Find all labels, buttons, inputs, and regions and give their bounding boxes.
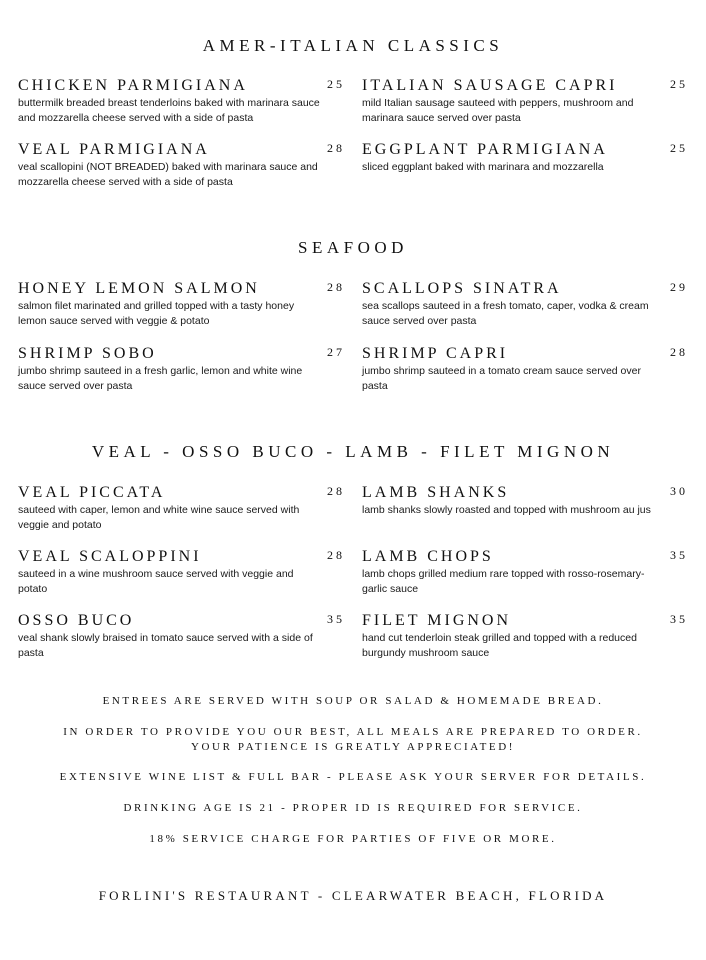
menu-item-honey-lemon-salmon bbox=[18, 278, 345, 328]
item-price: 28 bbox=[327, 484, 345, 498]
item-price: 28 bbox=[327, 280, 345, 294]
item-price: 35 bbox=[670, 612, 688, 626]
item-name: OSSO BUCO bbox=[18, 612, 135, 629]
menu-item-veal-scaloppini bbox=[18, 546, 345, 596]
item-name: FILET MIGNON bbox=[362, 612, 512, 629]
menu-item-shrimp-sobo bbox=[18, 343, 345, 393]
item-price: 27 bbox=[327, 345, 345, 359]
menu-item-lamb-shanks bbox=[362, 482, 688, 518]
item-name: VEAL PICCATA bbox=[18, 484, 166, 501]
note-patience: YOUR PATIENCE IS GREATLY APPRECIATED! bbox=[190, 741, 516, 753]
item-price: 30 bbox=[670, 484, 688, 498]
menu-item-osso-buco bbox=[18, 610, 345, 660]
item-price: 35 bbox=[670, 548, 688, 562]
item-description: mild Italian sausage sauteed with peppers, mushroom and marinara sauce served over pasta bbox=[362, 97, 634, 124]
note-entrees: ENTREES ARE SERVED WITH SOUP OR SALAD & HOMEMADE BREAD. bbox=[102, 695, 604, 707]
item-description: jumbo shrimp sauteed in a fresh garlic, lemon and white wine sauce served over pasta bbox=[18, 365, 303, 392]
item-name: LAMB SHANKS bbox=[362, 484, 510, 501]
menu-item-chicken-parmigiana bbox=[18, 75, 345, 125]
item-price: 28 bbox=[327, 548, 345, 562]
item-name: VEAL PARMIGIANA bbox=[18, 141, 210, 158]
section-title-veal-lamb-filet: VEAL - OSSO BUCO - LAMB - FILET MIGNON bbox=[91, 442, 615, 461]
item-description: jumbo shrimp sauteed in a tomato cream sauce served over pasta bbox=[362, 365, 641, 392]
note-drinking-age: DRINKING AGE IS 21 - PROPER ID IS REQUIRED FOR SERVICE. bbox=[123, 802, 583, 814]
item-price: 25 bbox=[670, 141, 688, 155]
menu-item-lamb-chops bbox=[362, 546, 688, 596]
section-title-amer-italian-classics: AMER-ITALIAN CLASSICS bbox=[202, 36, 504, 55]
item-price: 25 bbox=[670, 77, 688, 91]
item-price: 28 bbox=[327, 141, 345, 155]
item-name: ITALIAN SAUSAGE CAPRI bbox=[362, 77, 618, 94]
item-price: 29 bbox=[670, 280, 688, 294]
item-price: 35 bbox=[327, 612, 345, 626]
item-price: 25 bbox=[327, 77, 345, 91]
item-name: EGGPLANT PARMIGIANA bbox=[362, 141, 608, 158]
item-name: VEAL SCALOPPINI bbox=[18, 548, 202, 565]
item-name: SCALLOPS SINATRA bbox=[362, 280, 562, 297]
menu-item-veal-piccata bbox=[18, 482, 345, 532]
item-description: sea scallops sauteed in a fresh tomato, caper, vodka & cream sauce served over pasta bbox=[362, 300, 649, 327]
item-description: lamb chops grilled medium rare topped with rosso-rosemary-garlic sauce bbox=[362, 568, 645, 595]
restaurant-footer: FORLINI'S RESTAURANT - CLEARWATER BEACH, FLORIDA bbox=[98, 888, 608, 903]
note-wine-list: EXTENSIVE WINE LIST & FULL BAR - PLEASE ASK YOUR SERVER FOR DETAILS. bbox=[59, 771, 647, 783]
item-name: SHRIMP CAPRI bbox=[362, 345, 509, 362]
item-name: LAMB CHOPS bbox=[362, 548, 494, 565]
item-description: sauteed in a wine mushroom sauce served with veggie and potato bbox=[18, 568, 294, 595]
menu-item-eggplant-parmigiana bbox=[362, 139, 688, 175]
note-service-charge: 18% SERVICE CHARGE FOR PARTIES OF FIVE OR MORE. bbox=[149, 833, 557, 845]
item-description: hand cut tenderloin steak grilled and topped with a reduced burgundy mushroom sauce bbox=[362, 632, 637, 659]
item-description: veal shank slowly braised in tomato sauce served with a side of pasta bbox=[18, 632, 313, 659]
menu-item-scallops-sinatra bbox=[362, 278, 688, 328]
menu-item-italian-sausage-capri bbox=[362, 75, 688, 125]
item-description: buttermilk breaded breast tenderloins baked with marinara sauce and mozzarella cheese served with a side of pasta bbox=[18, 97, 320, 124]
menu-item-veal-parmigiana bbox=[18, 139, 345, 189]
item-name: CHICKEN PARMIGIANA bbox=[18, 77, 248, 94]
item-description: salmon filet marinated and grilled topped with a tasty honey lemon sauce served with veggie & potato bbox=[18, 300, 295, 327]
item-description: sauteed with caper, lemon and white wine sauce served with veggie and potato bbox=[18, 504, 300, 531]
item-name: HONEY LEMON SALMON bbox=[18, 280, 260, 297]
section-title-seafood: SEAFOOD bbox=[298, 238, 408, 257]
note-prepared-to-order: IN ORDER TO PROVIDE YOU OUR BEST, ALL MEALS ARE PREPARED TO ORDER. bbox=[63, 726, 643, 738]
item-description: sliced eggplant baked with marinara and mozzarella bbox=[362, 161, 604, 173]
menu-item-filet-mignon bbox=[362, 610, 688, 660]
item-description: lamb shanks slowly roasted and topped with mushroom au jus bbox=[362, 504, 651, 516]
item-price: 28 bbox=[670, 345, 688, 359]
item-description: veal scallopini (NOT BREADED) baked with marinara sauce and mozzarella cheese served with a side of pasta bbox=[18, 161, 318, 188]
item-name: SHRIMP SOBO bbox=[18, 345, 157, 362]
menu-item-shrimp-capri bbox=[362, 343, 688, 393]
